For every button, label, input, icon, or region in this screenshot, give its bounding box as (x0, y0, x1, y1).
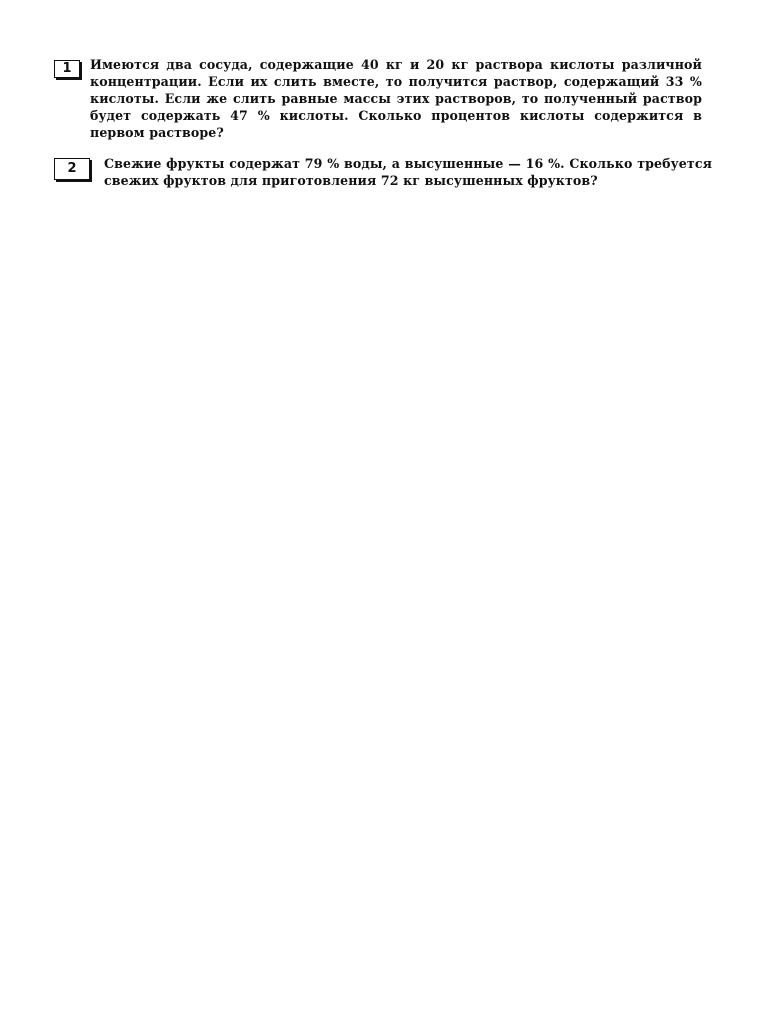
problem-text: Свежие фрукты содержат 79 % воды, а высушенные — 16 %. Сколько требуется свежих фруктов для приготовления 72 кг высушенных фруктов? (104, 156, 712, 188)
problem-number-box: 1 (54, 60, 80, 78)
problem-number-box: 2 (54, 158, 90, 180)
problem-text: Имеются два сосуда, содержащие 40 кг и 20 кг раствора кислоты различной концентрации. Если их слить вместе, то получится раствор, содержащий 33 % кислоты. Если же слить равные массы этих растворов, то полученный раствор будет содержать 47 % кислоты. Сколько процентов кислоты содержится в первом растворе? (90, 57, 702, 140)
